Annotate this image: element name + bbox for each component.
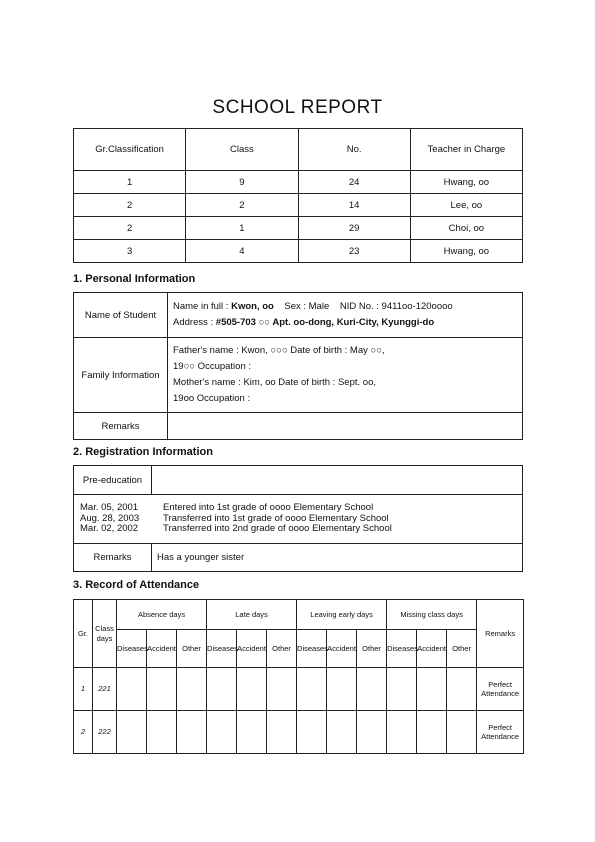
- sub-header: Accident: [147, 630, 177, 668]
- table-cell: [327, 711, 357, 754]
- gr-header: Gr.: [74, 600, 93, 668]
- table-row: [74, 171, 523, 194]
- sub-header: Diseases: [207, 630, 237, 668]
- table-cell: 29: [298, 217, 410, 240]
- history-event: Entered into 1st grade of oooo Elementary School: [163, 502, 374, 514]
- class-days-cell: 222: [93, 711, 117, 754]
- table-cell: Hwang, oo: [410, 171, 522, 194]
- table-cell: [327, 668, 357, 711]
- name-cell: [168, 293, 523, 338]
- sub-header: Accident: [237, 630, 267, 668]
- address-value: #505-703 ○○ Apt. oo-dong, Kuri-City, Kyunggi-do: [215, 317, 435, 328]
- pre-education-value: [152, 466, 523, 495]
- group-header: Leaving early days: [297, 600, 387, 630]
- table-row: [74, 668, 524, 711]
- table-cell: [237, 668, 267, 711]
- table-cell: [147, 668, 177, 711]
- table-cell: 2: [186, 194, 298, 217]
- sub-header: Accident: [327, 630, 357, 668]
- table-cell: 1: [74, 171, 186, 194]
- remarks-header: Remarks: [477, 600, 524, 668]
- gr-cell: 2: [74, 711, 93, 754]
- table-cell: [267, 711, 297, 754]
- personal-table: [73, 292, 523, 440]
- col-header: Teacher in Charge: [410, 129, 522, 171]
- remarks-label: Remarks: [74, 544, 152, 572]
- remarks-value: Has a younger sister: [152, 544, 523, 572]
- history-date: Mar. 05, 2001: [80, 502, 139, 514]
- col-header: Gr.Classification: [74, 129, 186, 171]
- family-line: Mother's name : Kim, oo Date of birth : Sept. oo,: [173, 377, 376, 388]
- sub-header: Diseases: [297, 630, 327, 668]
- address-prefix: Address :: [173, 317, 216, 328]
- table-cell: Choi, oo: [410, 217, 522, 240]
- history-event: Transferred into 1st grade of oooo Elementary School: [163, 512, 389, 524]
- history-event: Transferred into 2nd grade of oooo Elementary School: [163, 523, 392, 535]
- class-table-header: [74, 129, 523, 171]
- sex-text: Sex : Male: [284, 301, 330, 312]
- remarks-cell: Perfect Attendance: [477, 668, 524, 711]
- table-cell: Lee, oo: [410, 194, 522, 217]
- table-cell: [117, 711, 147, 754]
- sub-header: Accident: [417, 630, 447, 668]
- family-line: 19○○ Occupation :: [173, 361, 252, 372]
- sub-header: Other: [267, 630, 297, 668]
- table-row: [74, 240, 523, 263]
- table-cell: [177, 668, 207, 711]
- class-days-header: Class days: [93, 600, 117, 668]
- gr-cell: 1: [74, 668, 93, 711]
- name-prefix: Name in full :: [173, 301, 232, 312]
- group-header: Absence days: [117, 600, 207, 630]
- family-label: Family Information: [74, 338, 168, 413]
- table-cell: [387, 711, 417, 754]
- table-row: [74, 194, 523, 217]
- pre-education-label: Pre-education: [74, 466, 152, 495]
- col-header: No.: [298, 129, 410, 171]
- table-cell: [207, 668, 237, 711]
- table-cell: [297, 711, 327, 754]
- table-cell: [447, 668, 477, 711]
- table-cell: 3: [74, 240, 186, 263]
- remarks-label: Remarks: [74, 413, 168, 440]
- table-cell: 4: [186, 240, 298, 263]
- table-cell: 24: [298, 171, 410, 194]
- class-days-cell: 221: [93, 668, 117, 711]
- student-name: Kwon, oo: [231, 301, 274, 312]
- history-entry: [80, 524, 516, 535]
- sub-header: Other: [447, 630, 477, 668]
- group-header: Missing class days: [387, 600, 477, 630]
- table-row: [74, 217, 523, 240]
- nid-text: NID No. : 9411oo-120oooo: [339, 301, 453, 312]
- table-cell: [417, 711, 447, 754]
- registration-table: [73, 465, 523, 572]
- attendance-table: [73, 599, 524, 754]
- table-cell: [387, 668, 417, 711]
- family-line: 19oo Occupation :: [173, 393, 251, 404]
- table-cell: [357, 711, 387, 754]
- table-cell: [267, 668, 297, 711]
- section-heading-attendance: 3. Record of Attendance: [73, 579, 200, 591]
- table-cell: [117, 668, 147, 711]
- remarks-value: [168, 413, 523, 440]
- table-cell: [207, 711, 237, 754]
- family-cell: [168, 338, 523, 413]
- table-cell: [237, 711, 267, 754]
- table-cell: Hwang, oo: [410, 240, 522, 263]
- table-cell: 2: [74, 217, 186, 240]
- table-cell: 14: [298, 194, 410, 217]
- table-cell: [357, 668, 387, 711]
- family-line: Father's name : Kwon, ○○○ Date of birth : May ○○,: [173, 345, 385, 356]
- table-cell: [297, 668, 327, 711]
- section-heading-registration: 2. Registration Information: [73, 446, 213, 458]
- sub-header: Diseases: [117, 630, 147, 668]
- class-table: [73, 128, 523, 263]
- history-date: Aug. 28, 2003: [80, 512, 140, 524]
- table-cell: [177, 711, 207, 754]
- sub-header: Diseases: [387, 630, 417, 668]
- table-cell: [417, 668, 447, 711]
- table-cell: [147, 711, 177, 754]
- table-cell: 1: [186, 217, 298, 240]
- table-cell: 9: [186, 171, 298, 194]
- name-label: Name of Student: [74, 293, 168, 338]
- table-cell: 2: [74, 194, 186, 217]
- section-heading-personal: 1. Personal Information: [73, 273, 196, 285]
- sub-header: Other: [357, 630, 387, 668]
- col-header: Class: [186, 129, 298, 171]
- table-cell: [447, 711, 477, 754]
- group-header: Late days: [207, 600, 297, 630]
- table-row: [74, 711, 524, 754]
- table-cell: 23: [298, 240, 410, 263]
- remarks-cell: Perfect Attendance: [477, 711, 524, 754]
- history-cell: [74, 495, 523, 544]
- history-date: Mar. 02, 2002: [80, 523, 139, 535]
- page-title: SCHOOL REPORT: [212, 97, 383, 118]
- sub-header: Other: [177, 630, 207, 668]
